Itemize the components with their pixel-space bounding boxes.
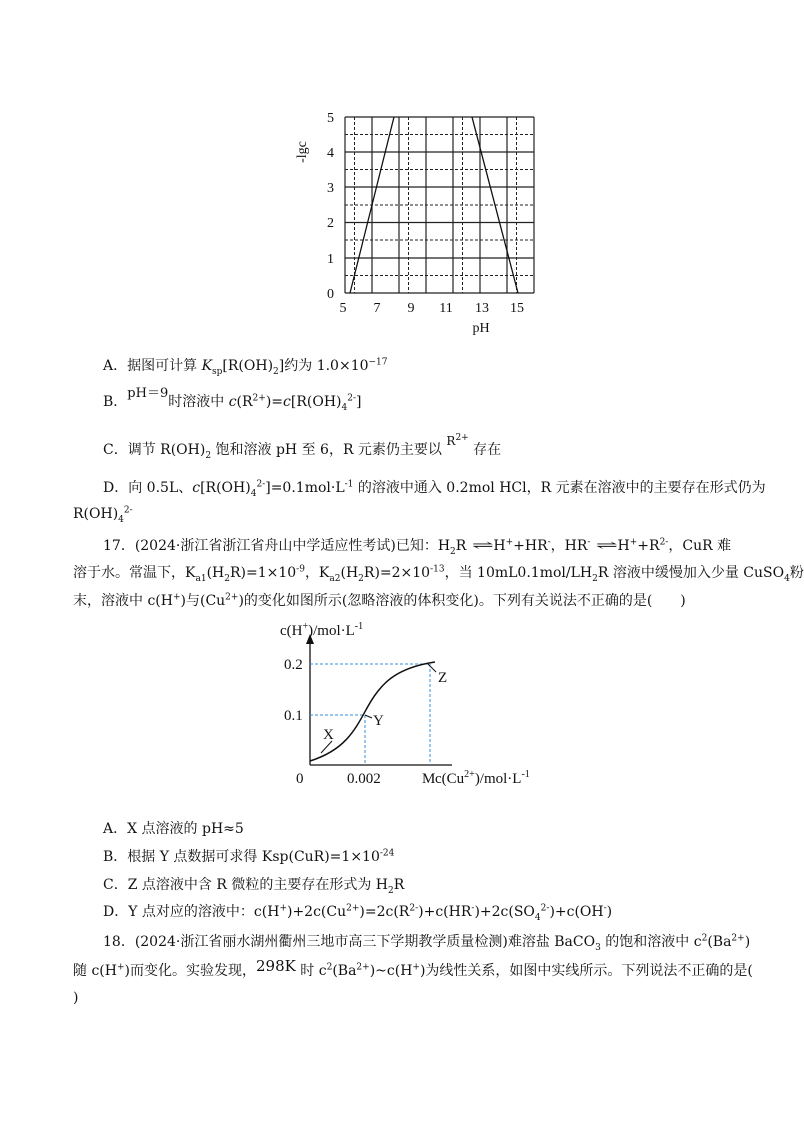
q18-stem-line1: 18．(2024·浙江省丽水湖州衢州三地市高三下学期教学质量检测)难溶盐 BaCO$_3$ 的饱和溶液中 $c^2(Ba^{2+})$ bbox=[103, 933, 751, 953]
xtick-0-002: 0.002 bbox=[347, 771, 381, 787]
q16-option-c: C．调节 $R(OH)_2$ 饱和溶液 pH 至 6，R 元素仍主要以 $R^{2+}$ 存在 bbox=[103, 433, 502, 461]
point-y-label: Y bbox=[373, 713, 384, 729]
ytick-0-2: 0.2 bbox=[284, 657, 303, 673]
xtick-m: M bbox=[422, 771, 436, 787]
y-axis-label: $c(H^+)/mol\cdot L^{-1}$ bbox=[280, 621, 364, 639]
guide-lines bbox=[310, 664, 430, 765]
x-axis-label: $c(Cu^{2+})/mol\cdot L^{-1}$ bbox=[435, 769, 530, 787]
q17-option-b: B．根据 Y 点数据可求得 $Ksp(CuR)=1\times 10^{-24}$ bbox=[103, 848, 395, 865]
q16-option-b: B．pH＝9时溶液中 $c(R^{2+})=c[R(OH)_4^{2-}]$ bbox=[103, 386, 362, 413]
ytick-1: 1 bbox=[327, 252, 334, 267]
y-axis-label: -lgc bbox=[295, 141, 310, 163]
q16-option-a: A．据图可计算 $K_{sp}[R(OH)_2]$约为 $1.0\times 10^{-17}$ bbox=[103, 357, 388, 377]
q18-stem-line2: 随 c(H+)而变化。实验发现，298K 时 $c^2(Ba^{2+})\sim c(H^+)$为线性关系，如图中实线所示。下列说法不正确的是( bbox=[73, 957, 753, 979]
xtick-15: 15 bbox=[510, 301, 524, 316]
q17-option-a: A．X 点溶液的 pH≈5 bbox=[103, 821, 244, 837]
q18-stem-line3: ) bbox=[73, 990, 79, 1006]
q17-stem-line2: 溶于水。常温下，$K_{a1}(H_2R)=1\times 10^{-9}$，$K_{a2}(H_2R)=2\times 10^{-13}$，当 $10mL0.1mol/LH_2R$ 溶液中缓慢加入少量 CuSO$_4$粉 bbox=[73, 564, 804, 584]
x-axis-label: pH bbox=[472, 321, 490, 336]
q17-option-c: C．Z 点溶液中含 R 微粒的主要存在形式为 $H_2R$ bbox=[103, 877, 405, 896]
ytick-5: 5 bbox=[327, 111, 334, 126]
figure-ch-ccu bbox=[270, 620, 560, 795]
curve bbox=[310, 662, 435, 761]
equilibrium-arrows-icon: ⇌ bbox=[472, 538, 488, 552]
xtick-11: 11 bbox=[439, 301, 453, 316]
ytick-0: 0 bbox=[327, 287, 334, 302]
origin-label: 0 bbox=[296, 771, 304, 787]
xtick-13: 13 bbox=[475, 301, 489, 316]
xtick-5: 5 bbox=[339, 301, 347, 316]
ytick-2: 2 bbox=[327, 216, 334, 231]
q17-option-d: D．Y 点对应的溶液中：$c(H^+)+2c(Cu^{2+})=2c(R^{2-})+c(HR^-)+2c(SO_4^{2-})+c(OH^-)$ bbox=[103, 903, 613, 923]
q17-stem-line1: 17．(2024·浙江省浙江省舟山中学适应性考试)已知：$H_2R$ ⇌ H++HR-，HR- ⇌ $H^++R^{2-}$，CuR 难 bbox=[103, 537, 732, 557]
ytick-4: 4 bbox=[327, 146, 334, 161]
ytick-0-1: 0.1 bbox=[284, 708, 303, 724]
dashed-grid bbox=[345, 117, 534, 293]
q16-option-d-line2: $R(OH)_4^{2-}$ bbox=[73, 505, 133, 525]
q16-option-d: D．向 0.5L、$c[R(OH)_4^{2-}]=0.1mol\cdot L^{-1}$ 的溶液中通入 0.2mol HCl，R 元素在溶液中的主要存在形式仍为 bbox=[103, 479, 766, 499]
point-x-label: X bbox=[323, 727, 334, 743]
pointer-y bbox=[365, 715, 372, 718]
q17-stem-line3: 末，溶液中 c(H+)与$(Cu^{2+})$的变化如图所示(忽略溶液的体积变化)。下列有关说法不正确的是( ) bbox=[73, 592, 686, 609]
xtick-7: 7 bbox=[373, 301, 381, 316]
pointer-z bbox=[428, 664, 436, 672]
ytick-3: 3 bbox=[327, 181, 334, 196]
figure-lgc-ph bbox=[290, 105, 550, 340]
equilibrium-arrows-icon: ⇌ bbox=[596, 538, 612, 552]
point-z-label: Z bbox=[438, 670, 448, 686]
xtick-9: 9 bbox=[407, 301, 415, 316]
